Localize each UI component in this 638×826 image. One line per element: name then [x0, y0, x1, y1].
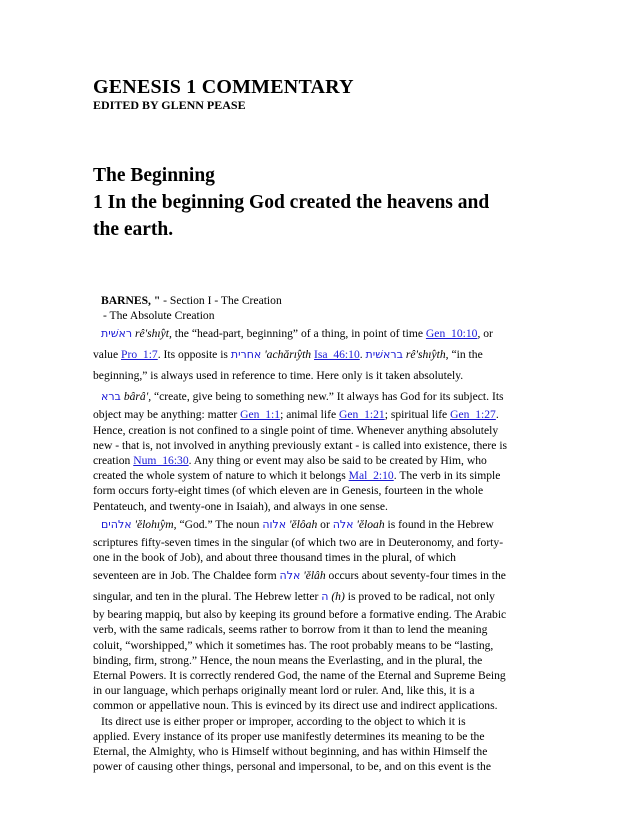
scripture-link[interactable]: Num_16:30	[133, 454, 189, 468]
text-run: value	[93, 348, 122, 362]
text-run: object may be anything: matter	[93, 408, 241, 422]
hebrew-word: אחרית	[230, 348, 262, 362]
transliteration: bârâ',	[120, 390, 152, 404]
text-line: one in the book of Job), and about three thousand times in the plural, of which	[93, 551, 456, 565]
text-run: ; animal life	[280, 408, 339, 422]
text-line	[93, 514, 538, 535]
text-run: singular, and ten in the plural. The Hebrew letter	[93, 590, 322, 604]
text-line: form occurs forty-eight times (of which eleven are in Genesis, fourteen in the whole	[93, 484, 484, 498]
text-line: beginning,” is always used in reference to time. Here only is it taken absolutely.	[93, 369, 464, 383]
transliteration: 'ĕlohı̂ym,	[131, 517, 177, 531]
text-run: .	[495, 408, 499, 422]
text-run: the “head-part, beginning” of a thing, in point of time	[171, 327, 426, 341]
section-heading	[93, 162, 538, 243]
text-run: “in the	[448, 348, 483, 362]
author-label: BARNES, "	[101, 294, 161, 307]
text-line: new - that is, not involved in anything previously extant - is called into existence, there is	[93, 438, 508, 452]
text-run: ; spiritual life	[384, 408, 451, 422]
text-line: in our language, which perhaps originally meant lord or ruler. And, like this, it is a	[93, 684, 475, 698]
text-line: by bearing mappiq, but also by keeping its ground before a formative ending. The Arabic	[93, 608, 507, 622]
text-line: verb, with the same radicals, seems rather to borrow from it than to lend the meaning	[93, 623, 488, 637]
text-line	[93, 293, 538, 308]
text-line	[93, 565, 538, 586]
text-line: Eternal Powers. It is correctly rendered God, the name of the Eternal and Supreme Being	[93, 669, 506, 683]
heading-line: The Beginning	[93, 165, 215, 186]
text-run: . The verb in its simple	[393, 469, 501, 483]
heading-line: the earth.	[93, 219, 174, 240]
section-label: - Section I - The Creation	[160, 294, 282, 307]
commentary-body	[93, 293, 538, 774]
text-line	[93, 344, 538, 365]
text-line	[93, 468, 538, 483]
text-line: Its direct use is either proper or improper, according to the object to which it is	[101, 714, 466, 728]
scripture-link[interactable]: Pro_1:7	[121, 348, 158, 362]
text-run: “God.” The noun	[176, 517, 263, 531]
hebrew-word: אלוה	[262, 517, 287, 531]
text-line: Eternal, the Almighty, who is Himself without beginning, and has within Himself the	[93, 745, 488, 759]
transliteration: 'achărı̂yth	[261, 348, 312, 362]
hebrew-word: ראשׁית	[101, 327, 133, 341]
text-run: . Its opposite is	[157, 348, 231, 362]
text-line: Pentateuch, and twenty-one in Isaiah), and always in one sense.	[93, 499, 388, 513]
scripture-link[interactable]: Gen_10:10	[425, 327, 478, 341]
text-run: occurs about seventy-four times in the	[325, 569, 506, 583]
document-editor: EDITED BY GLENN PEASE	[93, 98, 246, 112]
hebrew-word: אלהים	[101, 517, 132, 531]
transliteration: rê'shı̂yth,	[402, 348, 449, 362]
scripture-link[interactable]: Gen_1:27	[450, 408, 496, 422]
text-run: is found in the Hebrew	[384, 517, 494, 531]
scripture-link[interactable]: Gen_1:21	[339, 408, 385, 422]
scripture-link[interactable]: Mal_2:10	[348, 469, 394, 483]
text-run: . Any thing or event may also be said to be created by Him, who	[188, 454, 487, 468]
text-run: , or	[477, 327, 493, 341]
text-line: applied. Every instance of its proper use manifestly determines its meaning to be the	[93, 729, 485, 743]
heading-line: 1 In the beginning God created the heavens and	[93, 192, 490, 213]
text-line: binding, firm, strong.” Hence, the noun means the Everlasting, and in the plural, the	[93, 653, 483, 667]
text-line	[93, 407, 538, 422]
text-run: is proved to be radical, not only	[344, 590, 495, 604]
scripture-link[interactable]: Isa_46:10	[314, 348, 360, 362]
text-run: seventeen are in Job. The Chaldee form	[93, 569, 280, 583]
transliteration: (h)	[328, 590, 345, 604]
text-line: common or appellative noun. This is evinced by its direct use and indirect applications.	[93, 699, 498, 713]
text-run: or	[317, 517, 333, 531]
text-run: “create, give being to something new.” It always has God for its subject. Its	[151, 390, 504, 404]
transliteration: 'ĕlâh	[300, 569, 326, 583]
hebrew-word: ה	[321, 590, 329, 604]
hebrew-word: אלה	[332, 517, 354, 531]
text-line: Hence, creation is not confined to a single point of time. Whenever anything absolutely	[93, 423, 499, 437]
transliteration: 'ĕloah	[353, 517, 385, 531]
text-line: - The Absolute Creation	[103, 309, 215, 323]
text-line: coluit, “worshipped,” which it sometimes has. The root probably means to be “lasting,	[93, 638, 494, 652]
transliteration: rê'shı̂yt,	[134, 327, 172, 341]
hebrew-word: אלה	[279, 569, 301, 583]
text-run: creation	[93, 454, 134, 468]
text-line	[93, 586, 538, 607]
hebrew-word: בראשׁית	[365, 348, 403, 362]
text-line: scriptures fifty-seven times in the singular (of which two are in Deuteronomy, and forty-	[93, 535, 504, 549]
hebrew-word: ברא	[101, 390, 121, 404]
text-run: .	[359, 348, 366, 362]
text-line	[93, 323, 538, 344]
text-line: power of causing other things, personal and impersonal, to be, and on this event is the	[93, 760, 491, 774]
text-line	[93, 453, 538, 468]
text-run: created the whole system of nature to which it belongs	[93, 469, 349, 483]
scripture-link[interactable]: Gen_1:1	[240, 408, 281, 422]
transliteration: 'ĕlôah	[286, 517, 318, 531]
document-title: GENESIS 1 COMMENTARY	[93, 76, 354, 98]
text-line	[93, 386, 538, 407]
